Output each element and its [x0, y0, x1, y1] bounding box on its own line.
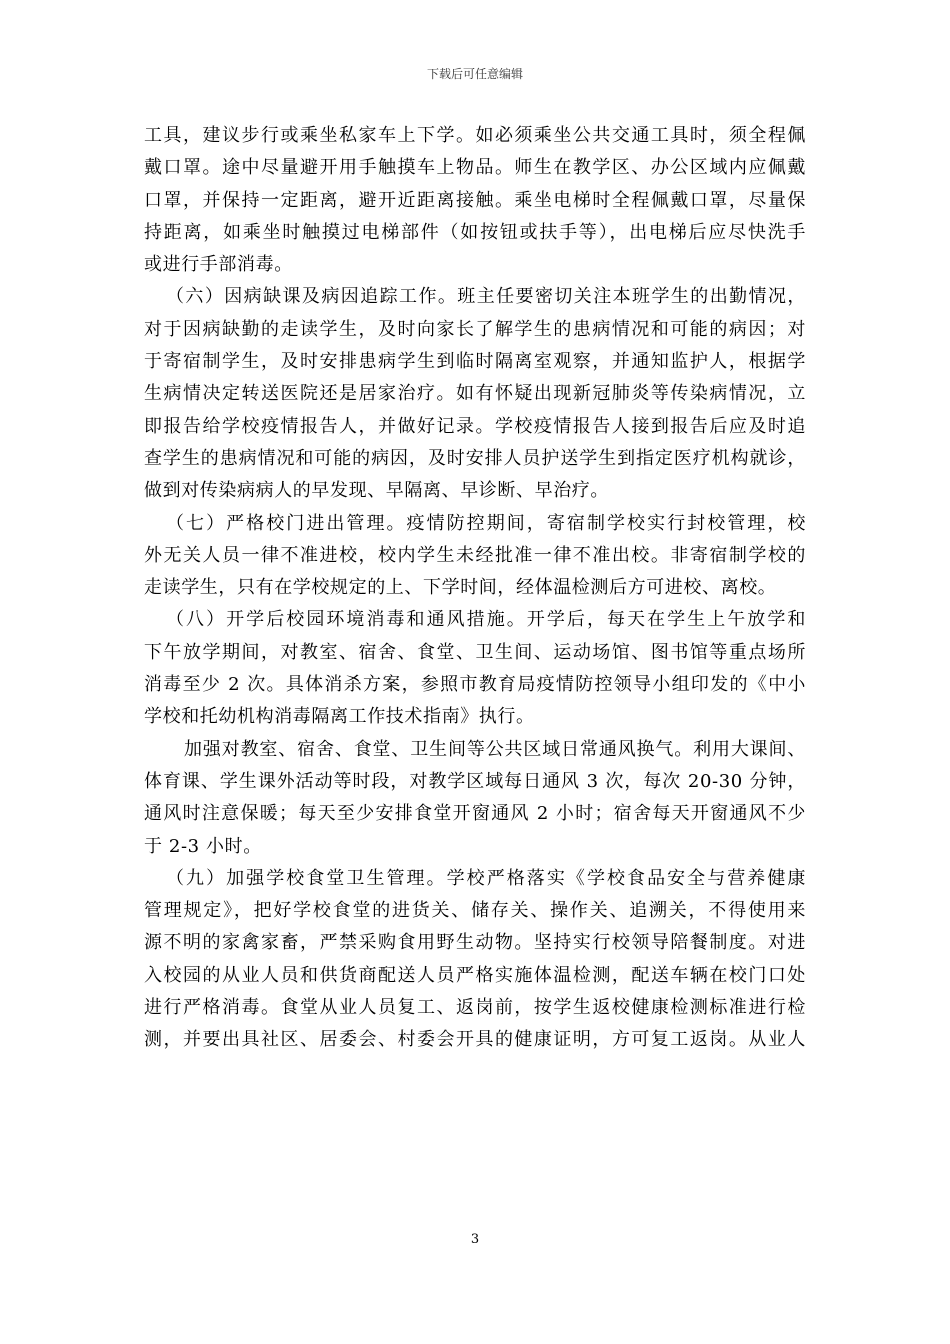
- text-line: 学校和托幼机构消毒隔离工作技术指南》执行。: [144, 706, 535, 728]
- text-line: （六）因病缺课及病因追踪工作。班主任要密切关注本班学生的出勤情况，: [166, 286, 806, 308]
- body-text: [144, 120, 806, 1057]
- text-line: 于寄宿制学生，及时安排患病学生到临时隔离室观察，并通知监护人，根据学: [144, 351, 806, 373]
- text-line: （七）严格校门进出管理。疫情防控期间，寄宿制学校实行封校管理，校: [166, 512, 806, 534]
- text-line: 生病情决定转送医院还是居家治疗。如有怀疑出现新冠肺炎等传染病情况，立: [144, 383, 806, 405]
- text-line: （九）加强学校食堂卫生管理。学校严格落实《学校食品安全与营养健康: [166, 867, 806, 889]
- text-line: 进行严格消毒。食堂从业人员复工、返岗前，按学生返校健康检测标准进行检: [144, 997, 806, 1019]
- page-number: 3: [470, 1232, 480, 1247]
- text-line: 管理规定》，把好学校食堂的进货关、储存关、操作关、追溯关，不得使用来: [144, 900, 806, 922]
- text-line: 外无关人员一律不准进校，校内学生未经批准一律不准出校。非寄宿制学校的: [144, 544, 806, 566]
- text-line: 下午放学期间，对教室、宿舍、食堂、卫生间、运动场馆、图书馆等重点场所: [144, 641, 806, 663]
- text-line: 持距离，如乘坐时触摸过电梯部件（如按钮或扶手等），出电梯后应尽快洗手: [144, 221, 806, 243]
- text-line: 走读学生，只有在学校规定的上、下学时间，经体温检测后方可进校、离校。: [144, 577, 777, 599]
- text-line: 入校园的从业人员和供货商配送人员严格实施体温检测，配送车辆在校门口处: [144, 964, 806, 986]
- text-line: 口罩，并保持一定距离，避开近距离接触。乘坐电梯时全程佩戴口罩，尽量保: [144, 189, 806, 211]
- text-line: 于 2-3 小时。: [144, 835, 262, 857]
- text-line: 或进行手部消毒。: [144, 254, 293, 276]
- text-line: 消毒至少 2 次。具体消杀方案，参照市教育局疫情防控领导小组印发的《中小: [144, 674, 806, 696]
- text-line: 测，并要出具社区、居委会、村委会开具的健康证明，方可复工返岗。从业人: [144, 1029, 806, 1051]
- text-line: 查学生的患病情况和可能的病因，及时安排人员护送学生到指定医疗机构就诊，: [144, 447, 806, 469]
- text-line: 体育课、学生课外活动等时段，对教学区域每日通风 3 次，每次 20-30 分钟，: [144, 770, 806, 792]
- text-line: 通风时注意保暖；每天至少安排食堂开窗通风 2 小时；宿舍每天开窗通风不少: [144, 803, 806, 825]
- text-line: （八）开学后校园环境消毒和通风措施。开学后，每天在学生上午放学和: [166, 609, 806, 631]
- text-line: 源不明的家禽家畜，严禁采购食用野生动物。坚持实行校领导陪餐制度。对进: [144, 932, 806, 954]
- page-header: 下载后可任意编辑: [426, 67, 523, 81]
- text-line: 做到对传染病病人的早发现、早隔离、早诊断、早治疗。: [144, 480, 609, 502]
- text-line: 即报告给学校疫情报告人，并做好记录。学校疫情报告人接到报告后应及时追: [144, 415, 806, 437]
- text-line: 加强对教室、宿舍、食堂、卫生间等公共区域日常通风换气。利用大课间、: [184, 738, 806, 760]
- text-line: 戴口罩。途中尽量避开用手触摸车上物品。师生在教学区、办公区域内应佩戴: [144, 157, 806, 179]
- text-line: 对于因病缺勤的走读学生，及时向家长了解学生的患病情况和可能的病因；对: [144, 318, 806, 340]
- text-line: 工具，建议步行或乘坐私家车上下学。如必须乘坐公共交通工具时，须全程佩: [144, 125, 806, 146]
